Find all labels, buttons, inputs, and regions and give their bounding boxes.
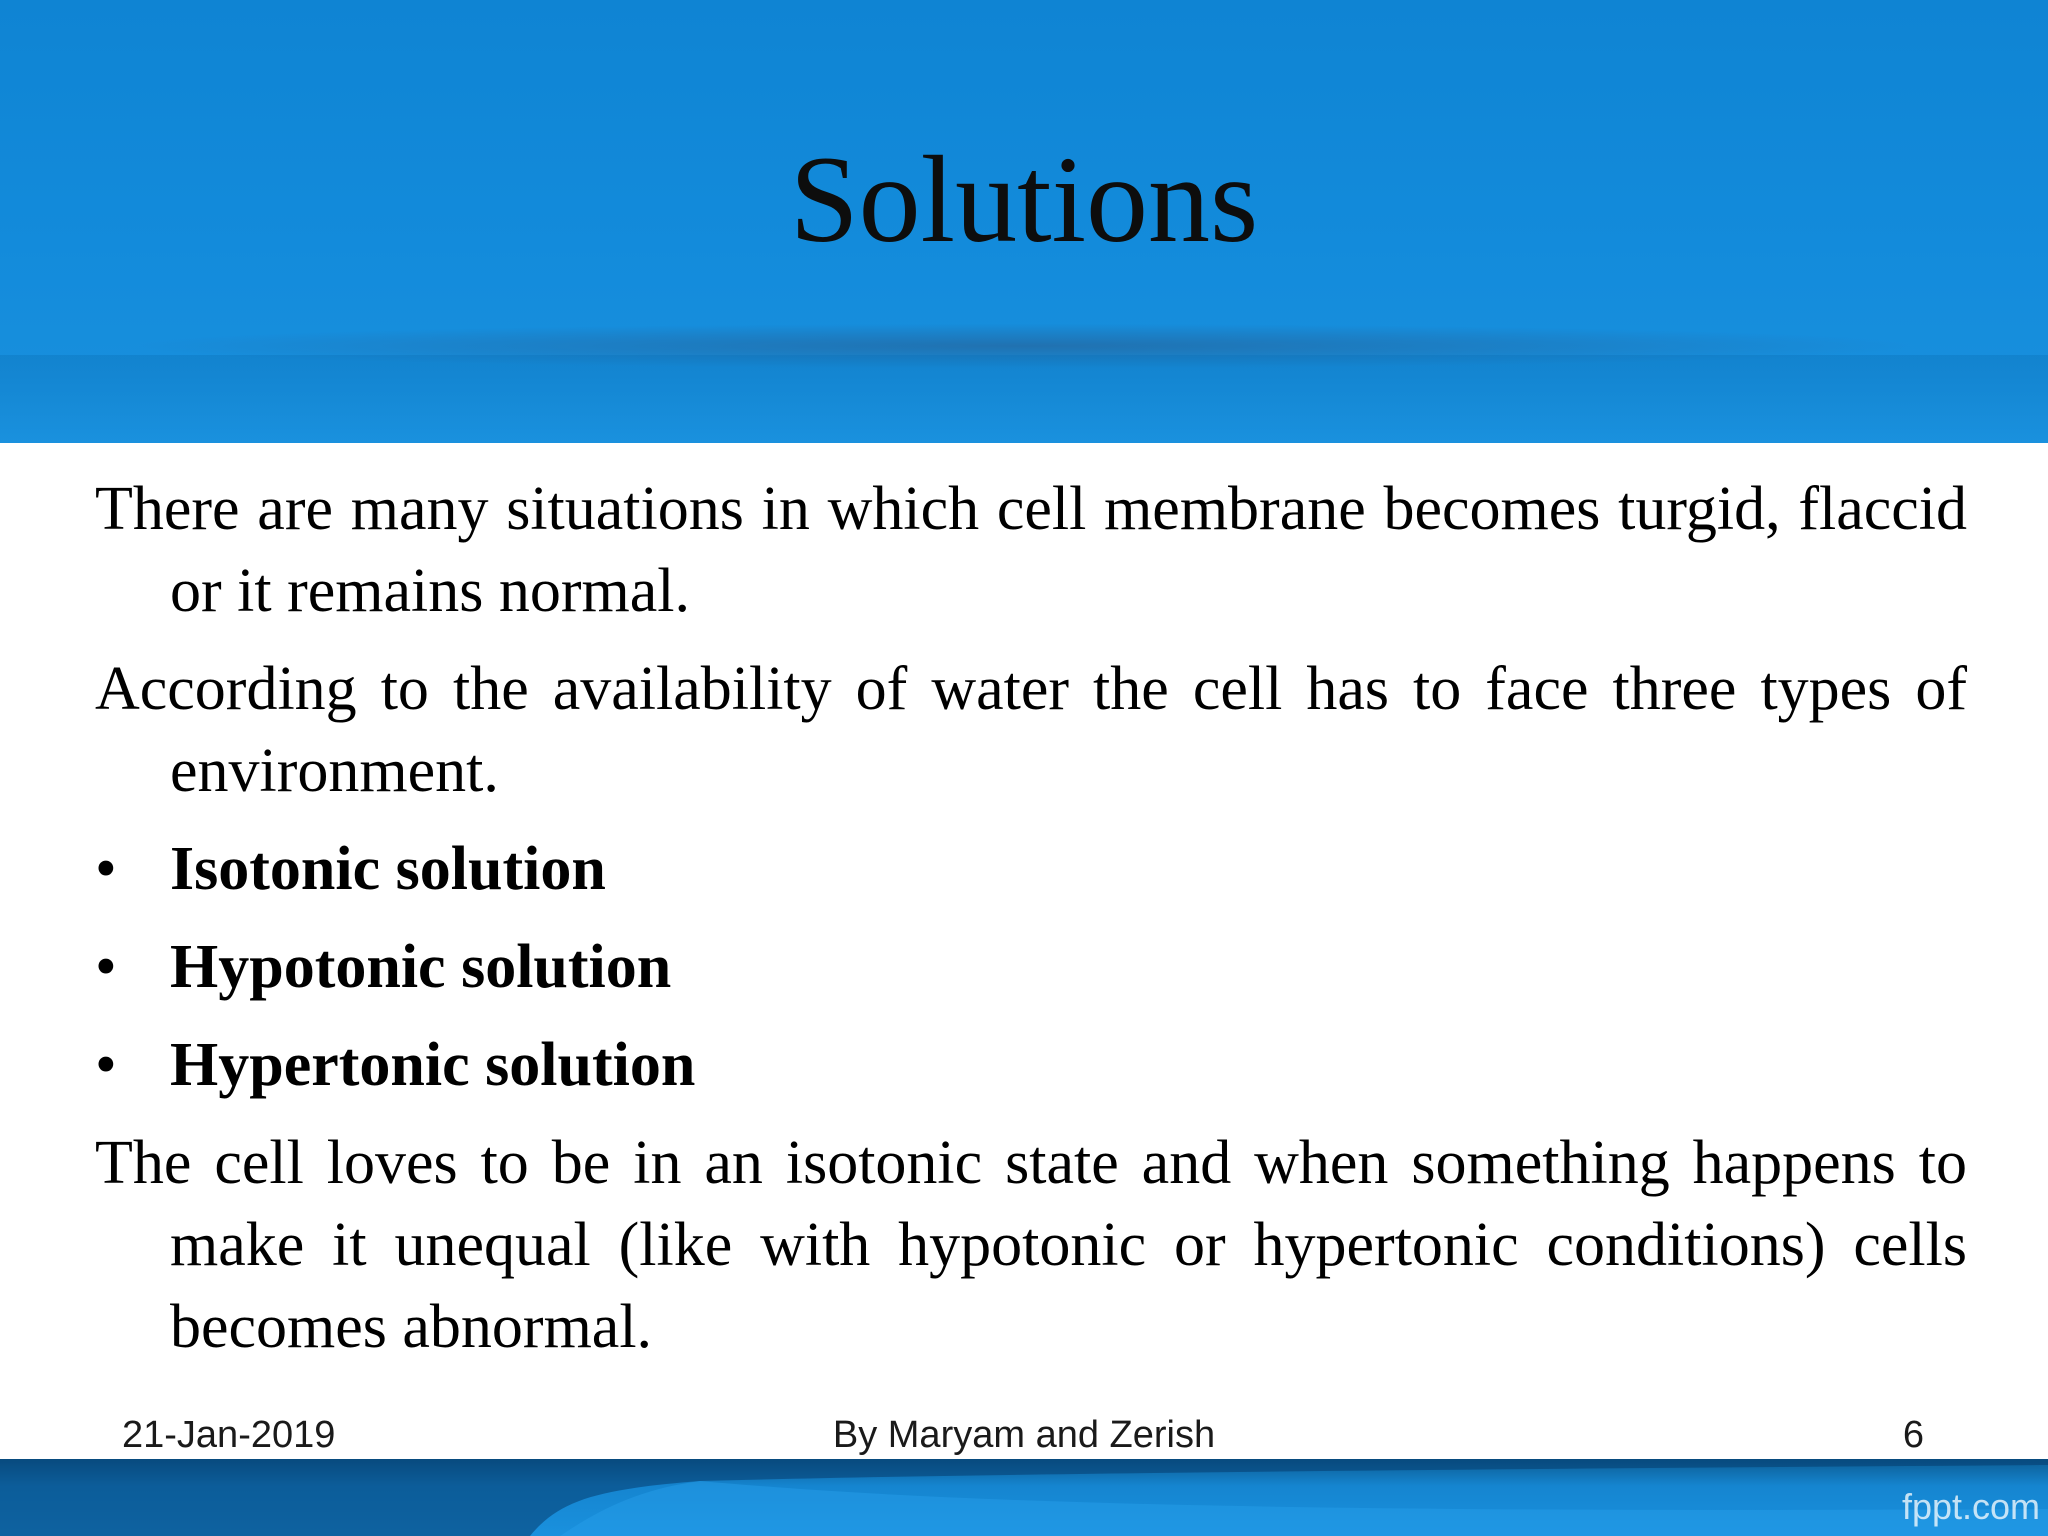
bullet-icon: •	[95, 1031, 117, 1099]
list-item-label: Hypertonic solution	[170, 1031, 696, 1099]
footer-wave-decoration	[0, 1459, 2048, 1536]
paragraph-environment: According to the availability of water the cell has to face three types of environment.	[95, 655, 1967, 805]
footer-bar	[0, 1459, 2048, 1536]
list-item-label: Hypotonic solution	[170, 933, 672, 1001]
list-item	[95, 1024, 1967, 1106]
footer-page-number: 6	[1902, 1414, 1924, 1456]
slide-body	[95, 468, 1967, 1384]
list-item-label: Isotonic solution	[170, 835, 606, 903]
slide-header	[0, 0, 2048, 443]
solution-types-list	[95, 828, 1967, 1106]
header-lower-band	[0, 355, 2048, 443]
list-item	[95, 926, 1967, 1008]
bullet-icon: •	[95, 835, 117, 903]
list-item	[95, 828, 1967, 910]
bullet-icon: •	[95, 933, 117, 1001]
paragraph-intro: There are many situations in which cell membrane becomes turgid, flaccid or it remains normal.	[95, 475, 1967, 625]
paragraph-closing: The cell loves to be in an isotonic state and when something happens to make it unequal (like with hypotonic or hypertonic conditions) cells becomes abnormal.	[95, 1129, 1967, 1361]
footer-date: 21-Jan-2019	[122, 1414, 336, 1456]
footer-author: By Maryam and Zerish	[832, 1414, 1216, 1456]
fppt-watermark: fppt.com	[1901, 1486, 2040, 1527]
slide-title: Solutions	[789, 131, 1259, 268]
